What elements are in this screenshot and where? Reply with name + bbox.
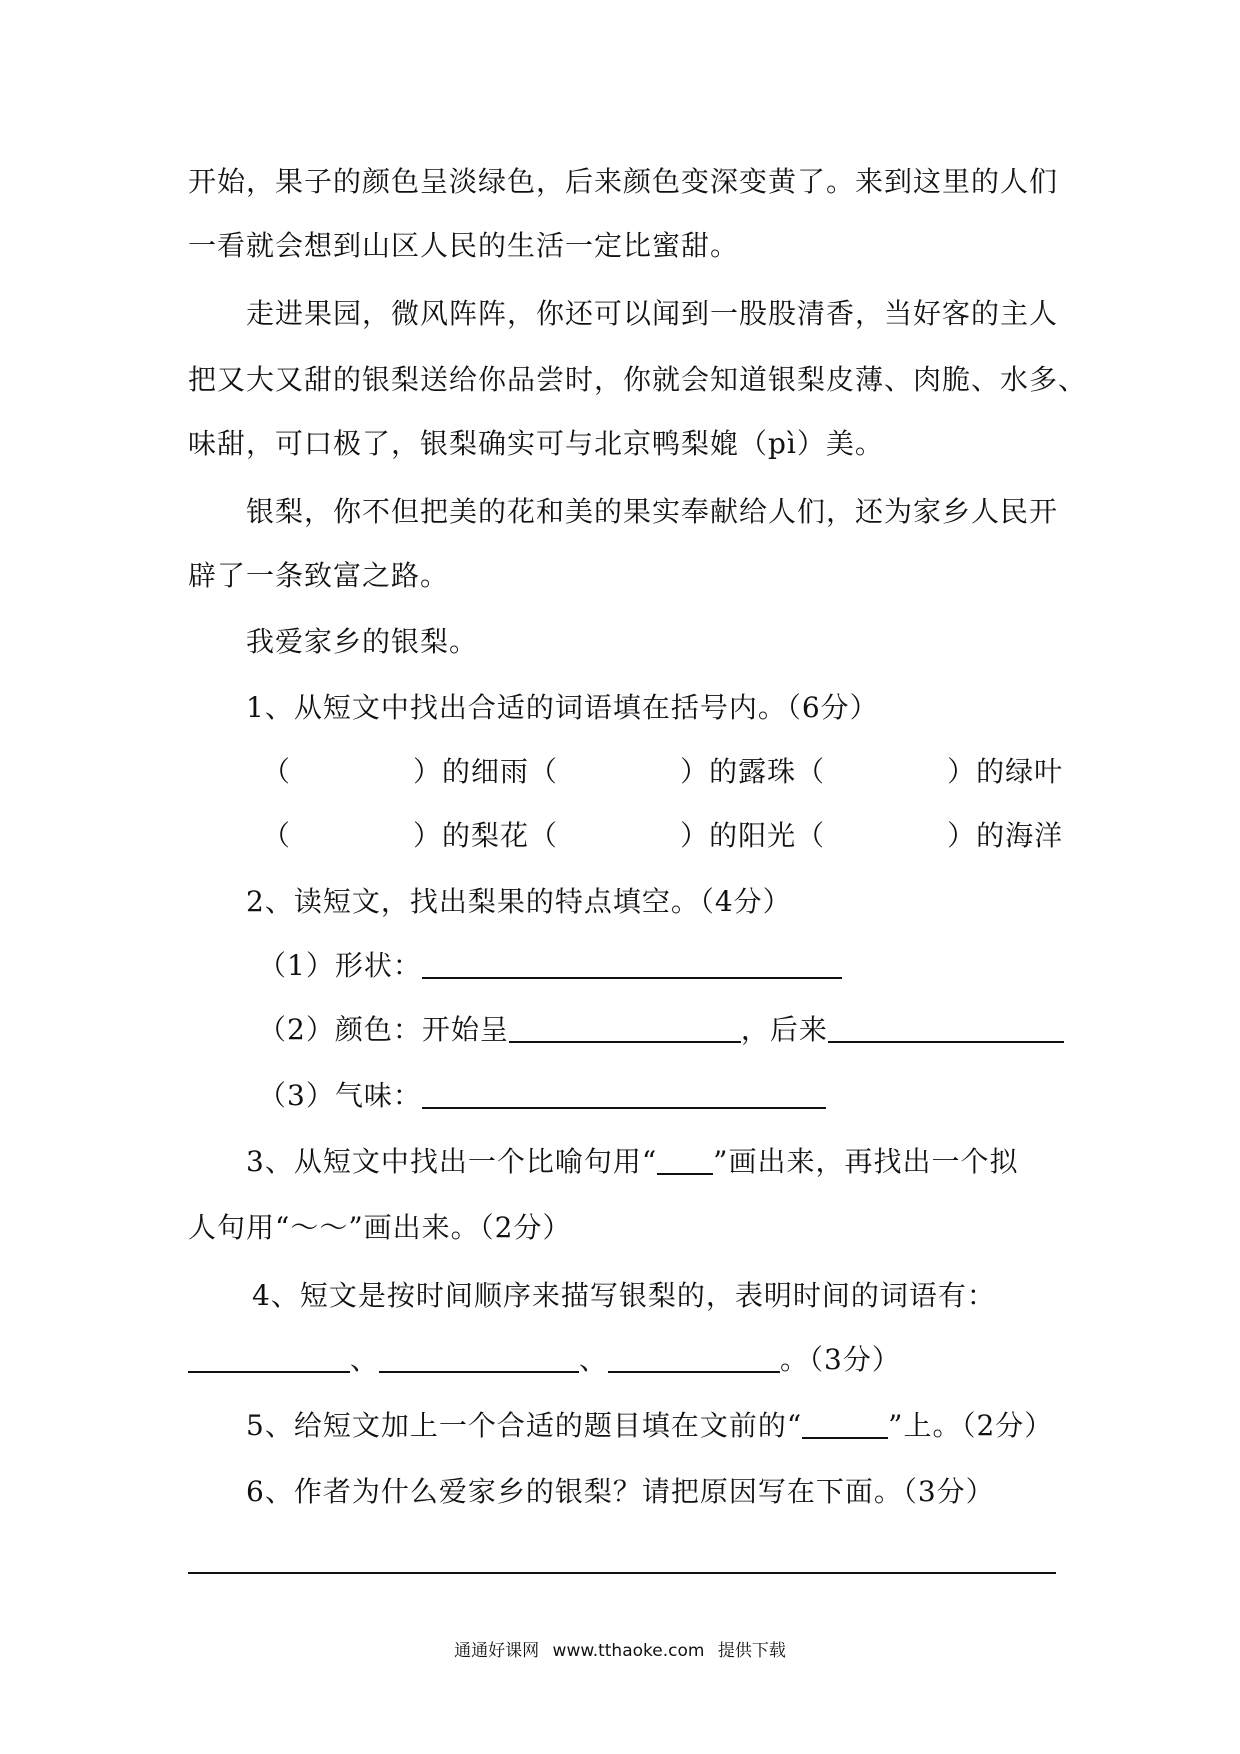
close-paren: ） (947, 755, 977, 788)
footer-url: www.tthaoke.com (552, 1641, 705, 1661)
q1-word: 的梨花 (442, 819, 530, 852)
q3-text-a: 3、从短文中找出一个比喻句用“ (246, 1145, 658, 1178)
open-paren: （ (529, 819, 559, 852)
q1-row-1 (262, 752, 1063, 792)
q4-tail: 。（3分） (780, 1343, 901, 1376)
passage-line-5: 味甜，可口极了，银梨确实可与北京鸭梨媲（pì）美。 (188, 427, 884, 460)
open-paren: （ (529, 755, 559, 788)
q6-title: 6、作者为什么爱家乡的银梨？请把原因写在下面。（3分） (246, 1475, 995, 1508)
q1-row-2 (262, 816, 1063, 856)
q2-item-2-label: （2）颜色：开始呈 (258, 1013, 509, 1046)
q5-text-b: ”上。（2分） (888, 1409, 1054, 1442)
title-answer-blank[interactable] (802, 1407, 888, 1439)
passage-line-1: 开始，果子的颜色呈淡绿色，后来颜色变深变黄了。来到这里的人们 (188, 165, 1059, 198)
close-paren: ） (680, 755, 710, 788)
open-paren: （ (262, 755, 292, 788)
q2-item-2-mid: ，后来 (740, 1013, 828, 1046)
q1-word: 的露珠 (709, 755, 797, 788)
close-paren: ） (413, 819, 443, 852)
q2-item-3 (258, 1076, 826, 1116)
page-footer (0, 1636, 1240, 1661)
open-paren: （ (262, 819, 292, 852)
q4-line-2 (188, 1340, 901, 1380)
q4-separator: 、 (579, 1343, 609, 1376)
q4-separator: 、 (350, 1343, 380, 1376)
straight-line-sample (657, 1143, 713, 1175)
q2-item-1-label: （1）形状： (258, 949, 422, 982)
q1-word: 的阳光 (709, 819, 797, 852)
reason-answer-line[interactable] (188, 1572, 1056, 1574)
close-paren: ） (947, 819, 977, 852)
q2-title: 2、读短文，找出梨果的特点填空。（4分） (246, 885, 792, 918)
q2-item-3-label: （3）气味： (258, 1079, 422, 1112)
q4-line-1: 4、短文是按时间顺序来描写银梨的，表明时间的词语有： (252, 1279, 996, 1312)
q1-word: 的绿叶 (976, 755, 1064, 788)
q1-word: 的细雨 (442, 755, 530, 788)
open-paren: （ (796, 819, 826, 852)
color-start-blank[interactable] (509, 1011, 741, 1043)
color-later-blank[interactable] (828, 1011, 1064, 1043)
q5-line (246, 1406, 1053, 1446)
time-word-blank-2[interactable] (379, 1341, 579, 1373)
close-paren: ） (413, 755, 443, 788)
q5-text-a: 5、给短文加上一个合适的题目填在文前的“ (246, 1409, 803, 1442)
time-word-blank-1[interactable] (188, 1341, 350, 1373)
close-paren: ） (680, 819, 710, 852)
passage-line-6: 银梨，你不但把美的花和美的果实奉献给人们，还为家乡人民开 (246, 495, 1059, 528)
q2-item-1 (258, 946, 842, 986)
passage-line-3: 走进果园，微风阵阵，你还可以闻到一股股清香，当好客的主人 (246, 297, 1059, 330)
passage-line-7: 辟了一条致富之路。 (188, 559, 450, 592)
q1-title: 1、从短文中找出合适的词语填在括号内。（6分） (246, 691, 879, 724)
footer-site-name: 通通好课网 (454, 1641, 540, 1661)
passage-line-4: 把又大又甜的银梨送给你品尝时，你就会知道银梨皮薄、肉脆、水多、 (188, 363, 1088, 396)
footer-suffix: 提供下载 (717, 1641, 786, 1661)
q3-line-2: 人句用“～～”画出来。（2分） (188, 1211, 572, 1244)
q2-item-2 (258, 1010, 1064, 1050)
passage-line-2: 一看就会想到山区人民的生活一定比蜜甜。 (188, 229, 740, 262)
open-paren: （ (796, 755, 826, 788)
q3-text-b: ”画出来，再找出一个拟 (713, 1145, 1019, 1178)
q3-line-1 (246, 1142, 1018, 1182)
smell-answer-blank[interactable] (422, 1077, 826, 1109)
time-word-blank-3[interactable] (608, 1341, 780, 1373)
shape-answer-blank[interactable] (422, 947, 842, 979)
q1-word: 的海洋 (976, 819, 1064, 852)
passage-line-8: 我爱家乡的银梨。 (246, 625, 479, 658)
